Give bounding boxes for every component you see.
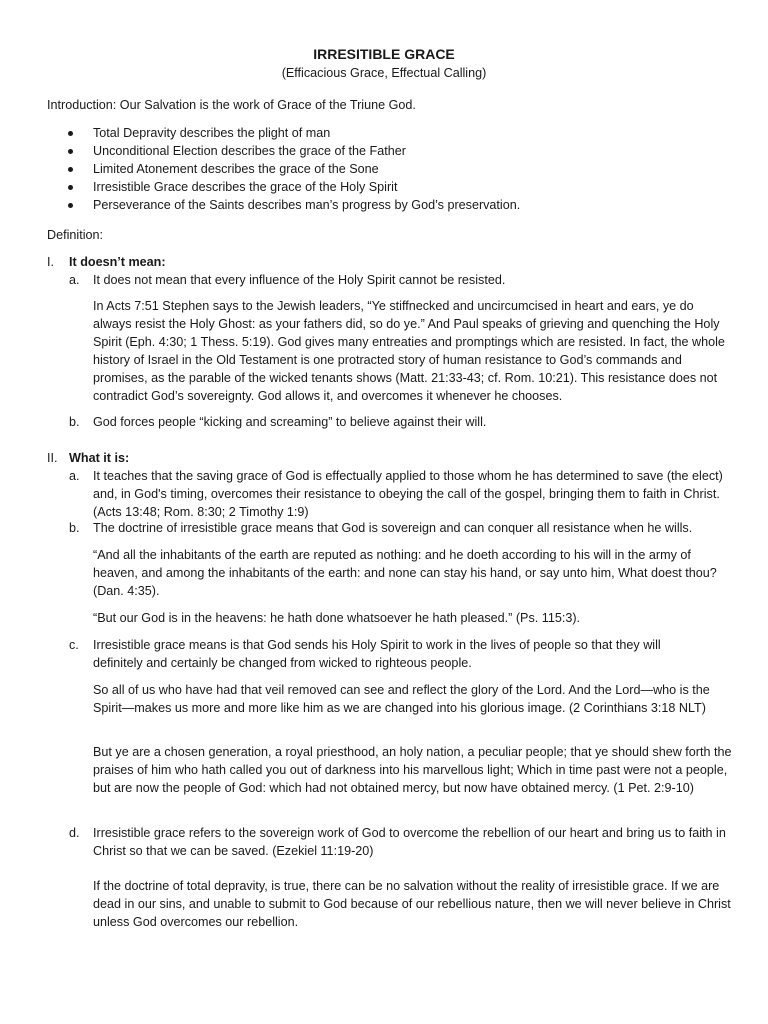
bullet-text: Irresistible Grace describes the grace of the Holy Spirit — [93, 180, 398, 194]
section-2-item-c-paragraph-2 — [93, 743, 733, 797]
item-text: It does not mean that every influence of the Holy Spirit cannot be resisted. — [93, 273, 506, 287]
bullet-item — [68, 196, 520, 214]
item-text: It teaches that the saving grace of God is effectually applied to those whom he has determined to save (the elect) and, in God's timing, overcomes their resistance to obeying the call of the gospel, bringing them to faith in Christ. (Acts 13:48; Rom. 8:30; 2 Timothy 1:9) — [93, 469, 723, 519]
bullet-item — [68, 124, 520, 142]
bullet-icon — [68, 167, 73, 172]
section-1-heading: It doesn’t mean: — [69, 255, 166, 269]
section-2-item-a-text — [93, 467, 733, 521]
section-2-item-b-letter: b. — [69, 521, 80, 535]
section-2-item-c-letter: c. — [69, 638, 79, 652]
bullet-icon — [68, 185, 73, 190]
section-1-number: I. — [47, 255, 54, 269]
bullet-text: Perseverance of the Saints describes man’s progress by God’s preservation. — [93, 198, 521, 212]
paragraph-text: But ye are a chosen generation, a royal priesthood, an holy nation, a peculiar people; that ye should shew forth the praises of him who hath called you out of darkness into his marvellous light; Which in time past were not a people, but are now the people of God: which had not obtained mercy, but now have obtained mercy. (1 Pet. 2:9-10) — [93, 745, 732, 795]
section-2-item-d-text — [93, 824, 733, 860]
section-2-item-d-letter: d. — [69, 826, 80, 840]
section-1-item-a-letter: a. — [69, 273, 80, 287]
section-2-heading: What it is: — [69, 451, 130, 465]
item-text: Irresistible grace means is that God sends his Holy Spirit to work in the lives of people so that they will definitely and certainly be changed from wicked to righteous people. — [93, 638, 661, 670]
section-2-item-c-text — [93, 636, 703, 672]
section-1-item-b-text — [93, 413, 733, 431]
bullet-item — [68, 160, 520, 178]
section-2-item-c-paragraph-1 — [93, 681, 733, 717]
paragraph-text: If the doctrine of total depravity, is true, there can be no salvation without the reality of irresistible grace. If we are dead in our sins, and unable to submit to God because of our rebellious nature, then we will never believe in Christ unless God overcomes our rebellion. — [93, 879, 731, 929]
bullet-icon — [68, 203, 73, 208]
bullet-icon — [68, 149, 73, 154]
bullet-item — [68, 178, 520, 196]
document-subtitle: (Efficacious Grace, Effectual Calling) — [281, 66, 487, 80]
bullet-text: Total Depravity describes the plight of man — [93, 126, 331, 140]
introduction-text: Introduction: Our Salvation is the work of Grace of the Triune God. — [47, 98, 416, 112]
section-2-number: II. — [47, 451, 58, 465]
section-2-item-b-quote-2 — [93, 609, 733, 627]
paragraph-text: In Acts 7:51 Stephen says to the Jewish leaders, “Ye stiffnecked and uncircumcised in heart and ears, ye do always resist the Holy Ghost: as your fathers did, so do ye.” And Paul speaks of grieving and quenching the Holy Spirit (Eph. 4:30; 1 Thess. 5:19). God gives many entreaties and promptings which are resisted. In fact, the whole history of Israel in the Old Testament is one protracted story of human resistance to God’s commands and promises, as the parable of the wicked tenants shows (Matt. 21:33-43; cf. Rom. 10:21). This resistance does not contradict God’s sovereignty. God allows it, and overcomes it whenever he chooses. — [93, 299, 725, 403]
section-1-item-a-paragraph — [93, 297, 733, 405]
document-title: IRRESITIBLE GRACE — [313, 46, 455, 62]
section-1-item-b-letter: b. — [69, 415, 80, 429]
definition-label: Definition: — [47, 228, 104, 242]
section-2-item-a-letter: a. — [69, 469, 80, 483]
quote-text: “But our God is in the heavens: he hath done whatsoever he hath pleased.” (Ps. 115:3). — [93, 611, 581, 625]
item-text: The doctrine of irresistible grace means that God is sovereign and can conquer all resistance when he wills. — [93, 521, 693, 535]
item-text: Irresistible grace refers to the sovereign work of God to overcome the rebellion of our heart and bring us to faith in Christ so that we can be saved. (Ezekiel 11:19-20) — [93, 826, 726, 858]
section-2-item-d-paragraph — [93, 877, 733, 931]
section-2-item-b-text — [93, 519, 743, 537]
section-1-item-a-text — [93, 271, 733, 289]
doctrine-bullet-list — [68, 124, 520, 214]
bullet-text: Unconditional Election describes the grace of the Father — [93, 144, 406, 158]
bullet-icon — [68, 131, 73, 136]
quote-text: “And all the inhabitants of the earth are reputed as nothing: and he doeth according to his will in the army of heaven, and among the inhabitants of the earth: and none can stay his hand, or say unto him, What doest thou? (Dan. 4:35). — [93, 548, 717, 598]
section-2-item-b-quote-1 — [93, 546, 733, 600]
item-text: God forces people “kicking and screaming” to believe against their will. — [93, 415, 487, 429]
bullet-item — [68, 142, 520, 160]
paragraph-text: So all of us who have had that veil removed can see and reflect the glory of the Lord. And the Lord—who is the Spirit—makes us more and more like him as we are changed into his glorious image. (2 Corinthians 3:18 NLT) — [93, 683, 710, 715]
bullet-text: Limited Atonement describes the grace of the Sone — [93, 162, 379, 176]
